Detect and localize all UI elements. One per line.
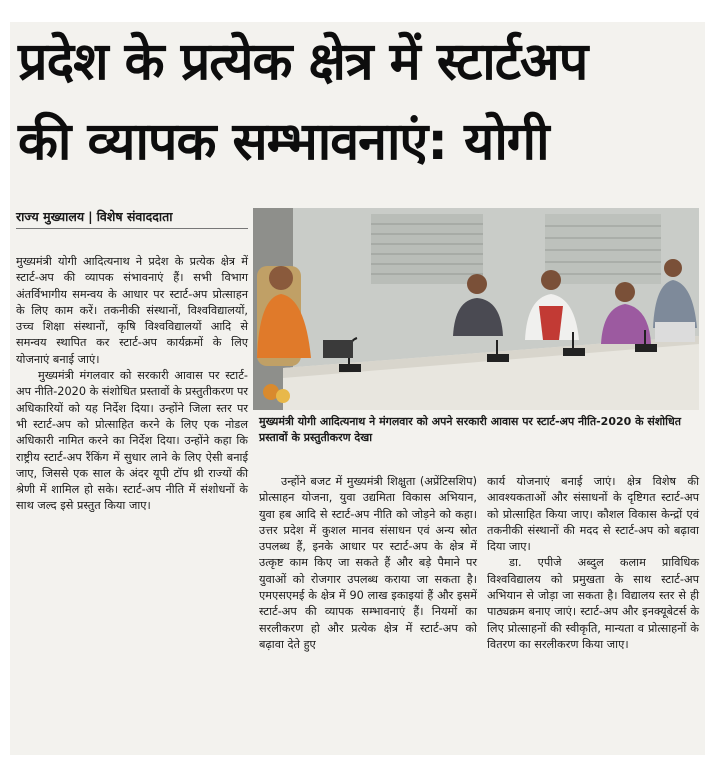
byline-bureau: राज्य मुख्यालय — [16, 209, 85, 224]
article-paragraph: उन्होंने बजट में मुख्यमंत्री शिक्षुता (अप्रेंटिसशिप) प्रोत्साहन योजना, युवा उद्यमिता विकास अभियान, युवा हब आदि से स्टार्ट-अप नीति को जोड़ने को कहा। उत्तर प्रदेश में कुशल मानव संसाधन एवं अन्य स्रोत उपलब्ध हैं, इनके आधार पर स्टार्ट-अप के क्षेत्र में उत्कृष्ट काम किए जा सकते हैं और बड़े पैमाने पर युवाओं को रोजगार उपलब्ध कराया जा सकता है। एमएसएमई के क्षेत्र में 90 लाख इकाइयां हैं और इसमें स्टार्ट-अप की व्यापक सम्भावनाएं हैं। नियमों का सरलीकरण हो और प्रत्येक क्षेत्र में स्टार्ट-अप को बढ़ावा देते हुए — [259, 475, 477, 651]
article-column-1 — [16, 254, 248, 515]
article-column-3 — [487, 474, 699, 653]
meeting-photo-illustration — [253, 208, 699, 410]
byline — [16, 208, 248, 229]
article-paragraph: कार्य योजनाएं बनाई जाएं। क्षेत्र विशेष की आवश्यकताओं और संसाधनों के दृष्टिगत स्टार्ट-अप को प्रोत्साहित किया जाए। कौशल विकास केन्द्रों एवं तकनीकी संस्थानों की मदद से स्टार्ट-अप को बढ़ावा दिया जाए। — [487, 475, 699, 554]
article-paragraph: मुख्यमंत्री मंगलवार को सरकारी आवास पर स्टार्ट-अप नीति-2020 के संशोधित प्रस्तावों के प्रस्तुतीकरण पर अधिकारियों को यह निर्देश दिया। उन्होंने जिला स्तर पर भी स्टार्ट-अप को प्रोत्साहित करने के लिए एक नोडल अधिकारी नामित करने का निर्देश दिया। उन्होंने कहा कि राष्ट्रीय स्टार्ट-अप रैंकिंग में सुधार लाने के लिए ऐसी बनाई जाए, जिससे एक साल के अंदर यूपी टॉप थ्री राज्यों की श्रेणी में शामिल हो सके। स्टार्ट-अप नीति में संशोधनों के साथ जल्द इसे प्रस्तुत किया जाए। — [16, 369, 249, 513]
article-paragraph: डा. एपीजे अब्दुल कलाम प्राविधिक विश्वविद्यालय को प्रमुखता के साथ स्टार्ट-अप अभियान से जोड़ा जा सकता है। विद्यालय स्तर से ही पाठ्यक्रम बनाए जाएं। स्टार्ट-अप और इनक्यूबेटर्स के लिए प्रोत्साहनों की स्वीकृति, मान्यता व प्रोत्साहनों के वितरण का सरलीकरण किया जाए। — [487, 556, 699, 651]
meeting-photo — [253, 208, 699, 410]
headline-line-1: प्रदेश के प्रत्येक क्षेत्र में स्टार्टअप — [18, 32, 588, 92]
newspaper-clipping — [10, 22, 705, 755]
article-column-2 — [259, 474, 477, 653]
byline-correspondent: विशेष संवाददाता — [96, 209, 173, 224]
article-paragraph: मुख्यमंत्री योगी आदित्यनाथ ने प्रदेश के प्रत्येक क्षेत्र में स्टार्ट-अप की व्यापक संभावनाएं हैं। सभी विभाग अंतर्विभागीय समन्वय के आधार पर स्टार्ट-अप प्रोत्साहन के लिए काम करें। तकनीकी संस्थानों, विश्वविद्यालयों, उच्च शिक्षा संस्थानों, कृषि विश्वविद्यालयों आदि से समन्वय स्थापित कर स्टार्ट-अप कार्यक्रमों के लिए योजनाएं बनाई जाएं। — [16, 255, 248, 366]
byline-separator: | — [88, 209, 93, 224]
photo-caption: मुख्यमंत्री योगी आदित्यनाथ ने मंगलवार को अपने सरकारी आवास पर स्टार्ट-अप नीति-2020 के संशोधित प्रस्तावों के प्रस्तुतीकरण देखा — [259, 415, 682, 444]
headline-line-2: की व्यापक सम्भावनाएं: योगी — [18, 112, 549, 172]
